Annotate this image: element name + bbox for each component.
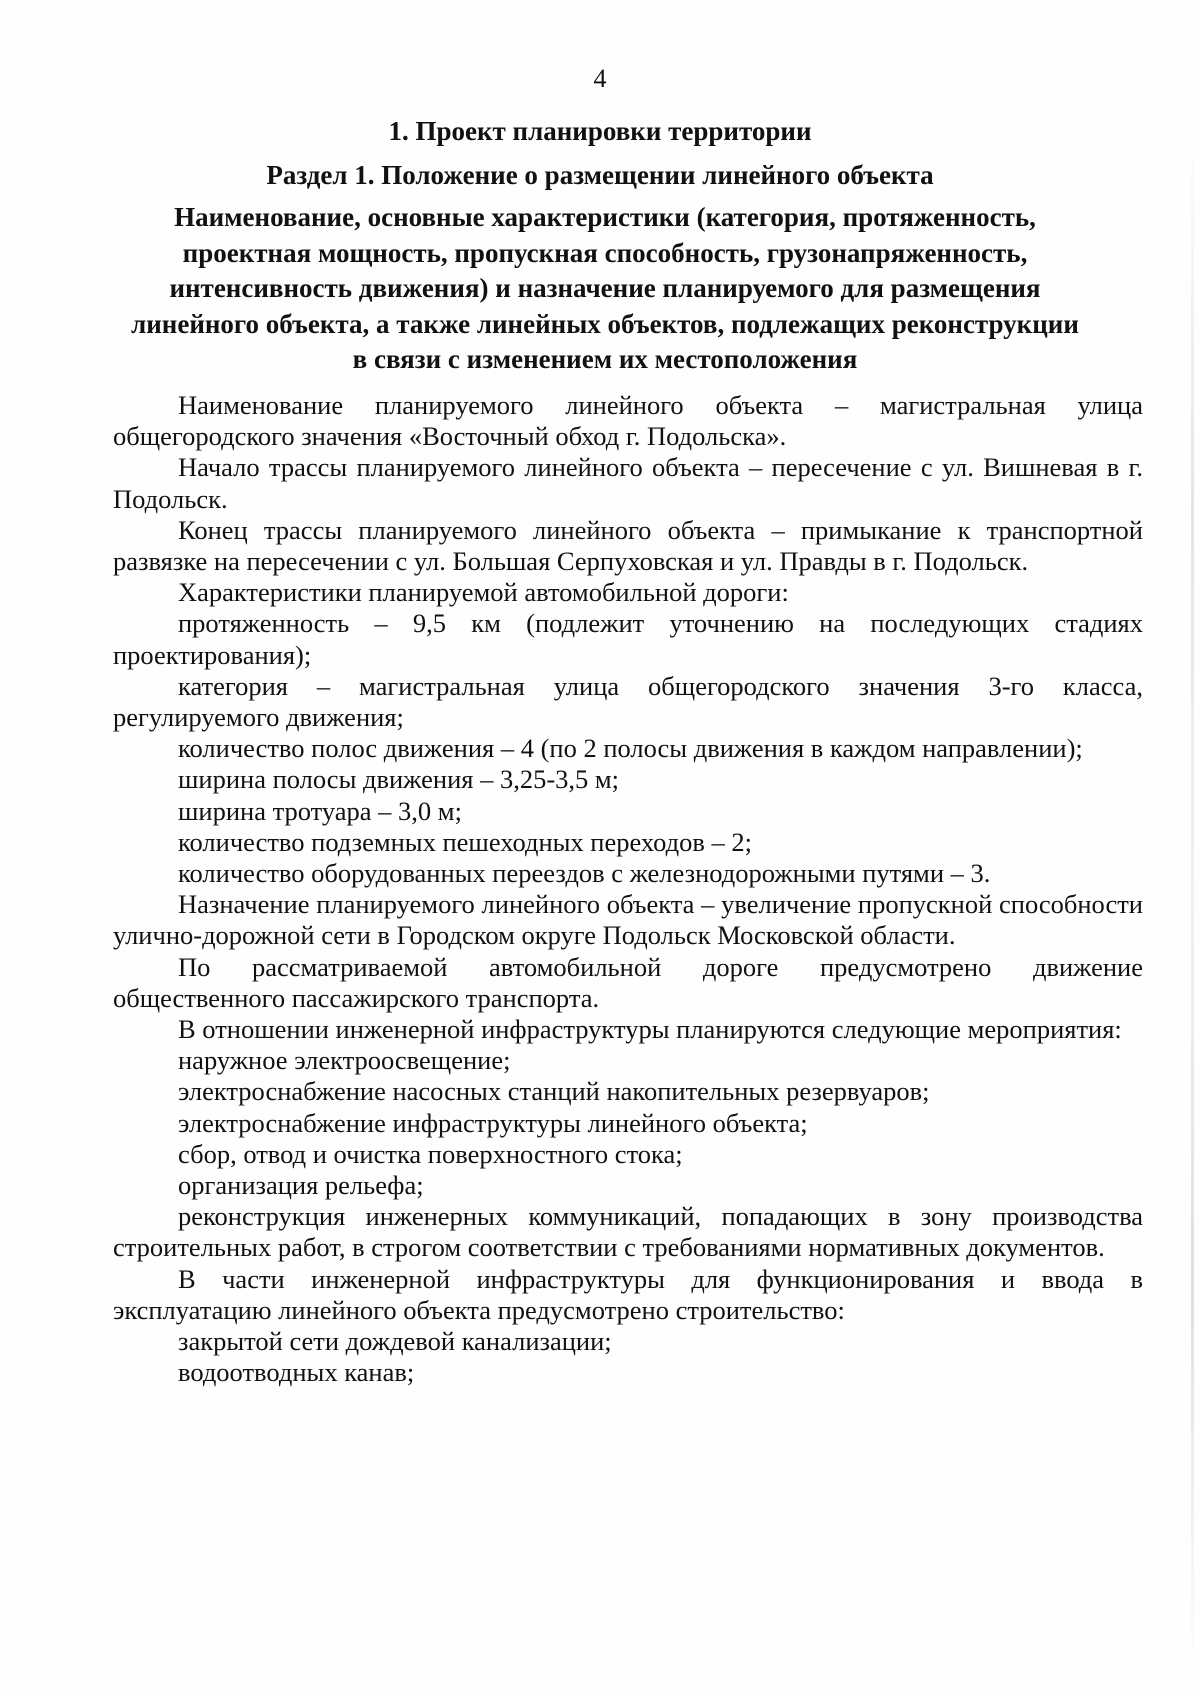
paragraph-name: Наименование планируемого линейного объекта – магистральная улица общегородского значения «Восточный обход г. Подольска». (113, 390, 1143, 452)
document-title: 1. Проект планировки территории (388, 116, 812, 146)
body-text (113, 390, 1143, 1389)
list-item-infrastructure-power: электроснабжение инфраструктуры линейного объекта; (178, 1107, 808, 1138)
list-item-drainage-ditches: водоотводных канав; (178, 1357, 415, 1388)
list-item-category: категория – магистральная улица общегородского значения 3-го класса, регулируемого движения; (113, 670, 1143, 733)
description-heading-line: в связи с изменением их местоположения (352, 344, 858, 374)
list-item-storm-sewer: закрытой сети дождевой канализации; (178, 1326, 612, 1357)
paragraph-characteristics: Характеристики планируемой автомобильной дороги: (178, 577, 789, 608)
list-item-runoff: сбор, отвод и очистка поверхностного стока; (178, 1138, 683, 1169)
list-item-underpasses: количество подземных пешеходных переходов – 2; (178, 826, 752, 857)
paragraph-construction: В части инженерной инфраструктуры для функционирования и ввода в эксплуатацию линейного объекта предусмотрено строительство: (113, 1263, 1143, 1325)
list-item-crossings: количество оборудованных переездов с железнодорожными путями – 3. (178, 858, 991, 889)
description-heading-line: интенсивность движения) и назначение планируемого для размещения (169, 273, 1041, 303)
list-item-pump-power: электроснабжение насосных станций накопительных резервуаров; (178, 1076, 930, 1107)
list-item-sidewalk-width: ширина тротуара – 3,0 м; (178, 795, 462, 826)
description-heading (110, 200, 1100, 378)
section-heading: Раздел 1. Положение о размещении линейного объекта (266, 160, 934, 190)
description-heading-line: линейного объекта, а также линейных объектов, подлежащих реконструкции (131, 308, 1079, 339)
list-item-relief: организация рельефа; (178, 1170, 424, 1201)
description-heading-line: Наименование, основные характеристики (категория, протяженность, (174, 202, 1036, 232)
list-item-lighting: наружное электроосвещение; (178, 1045, 511, 1076)
description-heading-line: проектная мощность, пропускная способность, грузонапряженность, (182, 237, 1028, 268)
paragraph-public-transport: По рассматриваемой автомобильной дороге предусмотрено движение общественного пассажирского транспорта. (113, 951, 1143, 1013)
paragraph-infrastructure-measures: В отношении инженерной инфраструктуры планируются следующие мероприятия: (178, 1014, 1122, 1045)
paragraph-end: Конец трассы планируемого линейного объекта – примыкание к транспортной развязке на пересечении с ул. Большая Серпуховская и ул. Правды в г. Подольск. (113, 514, 1143, 577)
list-item-length: протяженность – 9,5 км (подлежит уточнению на последующих стадиях проектирования); (113, 608, 1143, 670)
scan-edge-artifact (1191, 120, 1194, 1680)
page-number: 4 (593, 64, 607, 93)
list-item-lanes: количество полос движения – 4 (по 2 полосы движения в каждом направлении); (178, 733, 1083, 764)
list-item-lane-width: ширина полосы движения – 3,25-3,5 м; (178, 764, 620, 795)
list-item-reconstruction: реконструкция инженерных коммуникаций, попадающих в зону производства строительных работ, в строгом соответствии с требованиями нормативных документов. (113, 1201, 1143, 1263)
paragraph-purpose: Назначение планируемого линейного объекта – увеличение пропускной способности улично-дорожной сети в Городском округе Подольск Московской области. (113, 889, 1143, 951)
paragraph-start: Начало трассы планируемого линейного объекта – пересечение с ул. Вишневая в г. Подольск. (113, 452, 1143, 514)
